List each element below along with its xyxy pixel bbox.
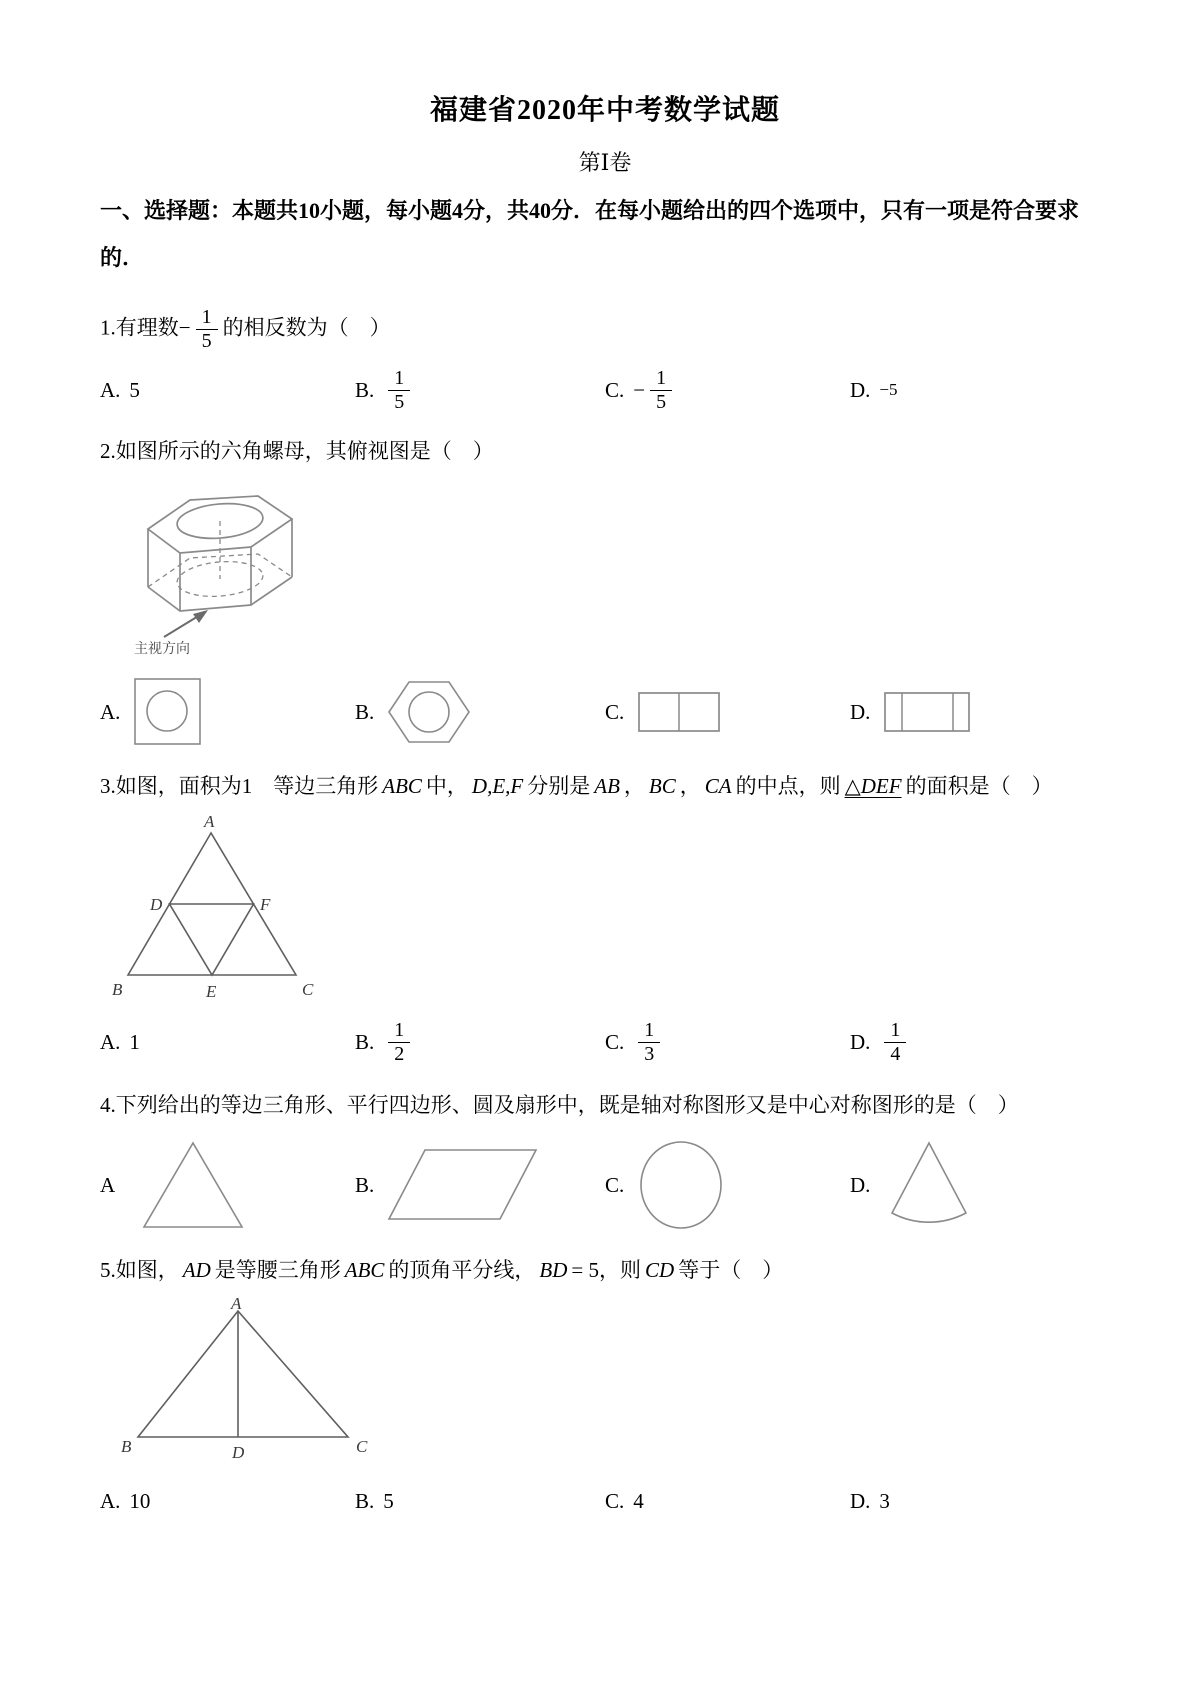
q3-text-5: ，: [679, 774, 701, 799]
triangle-abd-icon: [118, 1297, 378, 1463]
q3-math-ca: CA: [704, 774, 732, 799]
question-2-text: 2.如图所示的六角螺母，其俯视图是（ ）: [100, 438, 494, 463]
q1-text-lead: 1.有理数: [100, 314, 179, 339]
question-1-options: [100, 367, 1110, 414]
q1-option-d: [850, 378, 1110, 403]
isosceles-triangle-figure: [118, 1297, 1110, 1463]
sector-icon: [883, 1141, 975, 1229]
q1-option-d-value: −5: [879, 380, 898, 400]
q5-math-bd: BD: [539, 1258, 568, 1283]
q2-option-d-label: D.: [850, 699, 871, 724]
q1-option-b-numerator: 1: [388, 367, 410, 391]
q1-option-c-label: C.: [605, 377, 625, 402]
q3-vertex-e-label: E: [206, 981, 217, 1001]
q5-option-a-value: 10: [129, 1488, 151, 1513]
question-3-text: [100, 771, 1110, 803]
hexagon-with-circle-icon: [387, 679, 471, 745]
q3-vertex-f-label: F: [260, 894, 271, 914]
q1-fraction: [196, 306, 218, 353]
q3-text-3: 分别是: [527, 774, 591, 799]
q3-option-b-fraction: [388, 1019, 410, 1066]
q5-text-5: 等于（ ）: [678, 1258, 784, 1283]
hex-nut-figure: [130, 477, 1110, 659]
rectangle-two-panels-icon: [637, 691, 721, 733]
q3-option-a-label: A.: [100, 1029, 121, 1054]
q3-vertex-d-label: D: [150, 894, 163, 914]
q5-text-4: = 5，则: [571, 1258, 642, 1283]
circle-icon: [637, 1139, 725, 1231]
question-2: [100, 436, 1110, 748]
q3-option-b: [355, 1019, 605, 1066]
triangle-abc-def-icon: [108, 813, 328, 1005]
q5-vertex-d-label: D: [232, 1442, 245, 1462]
q5-text-3: 的顶角平分线，: [388, 1258, 536, 1283]
q3-option-d: [850, 1019, 1110, 1066]
q1-option-d-label: D.: [850, 377, 871, 402]
q4-option-d: [850, 1141, 1110, 1229]
q2-option-a-label: A.: [100, 699, 121, 724]
q5-option-a: [100, 1489, 355, 1514]
q4-option-b: [355, 1148, 605, 1222]
equilateral-triangle-icon: [138, 1140, 248, 1230]
q3-text-2: 中，: [425, 774, 468, 799]
q4-option-b-label: B.: [355, 1172, 375, 1197]
q1-fraction-denominator: 5: [201, 329, 212, 352]
question-4-options: [100, 1139, 1110, 1231]
q5-math-ad: AD: [182, 1258, 211, 1283]
rectangle-three-panels-icon: [883, 691, 971, 733]
q4-option-c-label: C.: [605, 1172, 625, 1197]
question-1-text: [100, 306, 1110, 353]
q3-option-d-denominator: 4: [890, 1042, 901, 1065]
question-5-text: [100, 1255, 1110, 1287]
question-5-options: [100, 1489, 1110, 1514]
q1-option-a-value: 5: [129, 377, 140, 402]
section-instructions: 一、选择题：本题共10小题，每小题4分，共40分．在每小题给出的四个选项中，只有一项是符合要求的．: [100, 198, 1080, 271]
q1-option-b-fraction: [388, 367, 410, 414]
q1-option-c-denominator: 5: [656, 390, 667, 413]
q5-text-1: 5.如图，: [100, 1258, 179, 1283]
q3-option-d-fraction: [884, 1019, 906, 1066]
q5-option-d-value: 3: [879, 1488, 890, 1513]
parallelogram-icon: [387, 1148, 539, 1222]
question-1: [100, 306, 1110, 414]
q5-option-b-value: 5: [383, 1488, 394, 1513]
question-5: [100, 1255, 1110, 1514]
q3-math-triangle-def: △DEF: [844, 774, 902, 799]
q1-option-c: [605, 367, 850, 414]
q4-option-d-label: D.: [850, 1172, 871, 1197]
q3-vertex-c-label: C: [302, 979, 314, 999]
medial-triangle-figure: [108, 813, 1110, 1005]
q4-option-a-label: A: [100, 1172, 116, 1197]
question-2-options: [100, 677, 1110, 747]
q2-option-c-label: C.: [605, 699, 625, 724]
q3-option-b-denominator: 2: [394, 1042, 405, 1065]
question-4: [100, 1090, 1110, 1232]
q5-option-d: [850, 1489, 1110, 1514]
volume-heading: 第Ⅰ卷: [578, 150, 632, 175]
q5-option-a-label: A.: [100, 1488, 121, 1513]
q1-minus-sign: −: [178, 314, 191, 339]
q5-vertex-c-label: C: [356, 1436, 368, 1456]
q1-option-a: [100, 378, 355, 403]
front-view-direction-label: 主视方向: [134, 640, 190, 657]
q5-math-cd: CD: [645, 1258, 675, 1283]
q3-option-b-label: B.: [355, 1029, 375, 1054]
q3-option-b-numerator: 1: [388, 1019, 410, 1043]
q5-option-b: [355, 1489, 605, 1514]
q3-option-c-fraction: [638, 1019, 660, 1066]
q2-option-a: [100, 677, 355, 747]
q2-option-b: [355, 679, 605, 745]
q5-vertex-a-label: A: [231, 1296, 242, 1313]
square-with-circle-icon: [133, 677, 203, 747]
q1-text-tail: 的相反数为（ ）: [222, 314, 391, 339]
q4-option-c: [605, 1139, 850, 1231]
q5-option-c-value: 4: [633, 1488, 644, 1513]
q5-text-2: 是等腰三角形: [214, 1258, 341, 1283]
q1-option-c-fraction: [650, 367, 672, 414]
q3-option-c-denominator: 3: [644, 1042, 655, 1065]
q5-option-d-label: D.: [850, 1488, 871, 1513]
question-3-options: [100, 1019, 1110, 1066]
q3-math-def-points: D,E,F: [471, 774, 524, 799]
q3-option-d-label: D.: [850, 1029, 871, 1054]
question-4-text: 4.下列给出的等边三角形、平行四边形、圆及扇形中，既是轴对称图形又是中心对称图形的是（ ）: [100, 1092, 1019, 1117]
q3-option-a-value: 1: [129, 1029, 140, 1054]
q3-option-d-numerator: 1: [884, 1019, 906, 1043]
front-view-arrow-icon: [164, 610, 208, 637]
q1-option-b-label: B.: [355, 377, 375, 402]
q3-math-bc: BC: [648, 774, 676, 799]
q3-vertex-b-label: B: [112, 979, 123, 999]
q3-text-6: 的中点，则: [735, 774, 841, 799]
q3-math-ab: AB: [594, 774, 620, 799]
q5-math-abc: ABC: [344, 1258, 385, 1283]
q5-option-c-label: C.: [605, 1488, 625, 1513]
q3-text-4: ，: [623, 774, 645, 799]
q1-option-c-minus: −: [633, 377, 646, 402]
q1-option-a-label: A.: [100, 377, 121, 402]
q5-vertex-b-label: B: [121, 1436, 132, 1456]
q2-option-b-label: B.: [355, 699, 375, 724]
q3-vertex-a-label: A: [204, 812, 215, 831]
hex-nut-3d-icon: [130, 477, 342, 659]
q2-option-c: [605, 691, 850, 733]
q3-text-1: 3.如图，面积为1 等边三角形: [100, 774, 379, 799]
q3-option-c-label: C.: [605, 1029, 625, 1054]
q5-option-c: [605, 1489, 850, 1514]
question-3: [100, 771, 1110, 1066]
q3-option-c-numerator: 1: [638, 1019, 660, 1043]
q3-text-7: 的面积是（ ）: [905, 774, 1053, 799]
q3-math-abc: ABC: [382, 774, 422, 799]
q1-option-c-numerator: 1: [650, 367, 672, 391]
q3-option-c: [605, 1019, 850, 1066]
q1-option-b-denominator: 5: [394, 390, 405, 413]
q1-fraction-numerator: 1: [196, 306, 218, 330]
q4-option-a: [100, 1140, 355, 1230]
q1-option-b: [355, 367, 605, 414]
q2-option-d: [850, 691, 1110, 733]
page-title: 福建省2020年中考数学试题: [429, 95, 780, 126]
q3-option-a: [100, 1030, 355, 1055]
q5-option-b-label: B.: [355, 1488, 375, 1513]
